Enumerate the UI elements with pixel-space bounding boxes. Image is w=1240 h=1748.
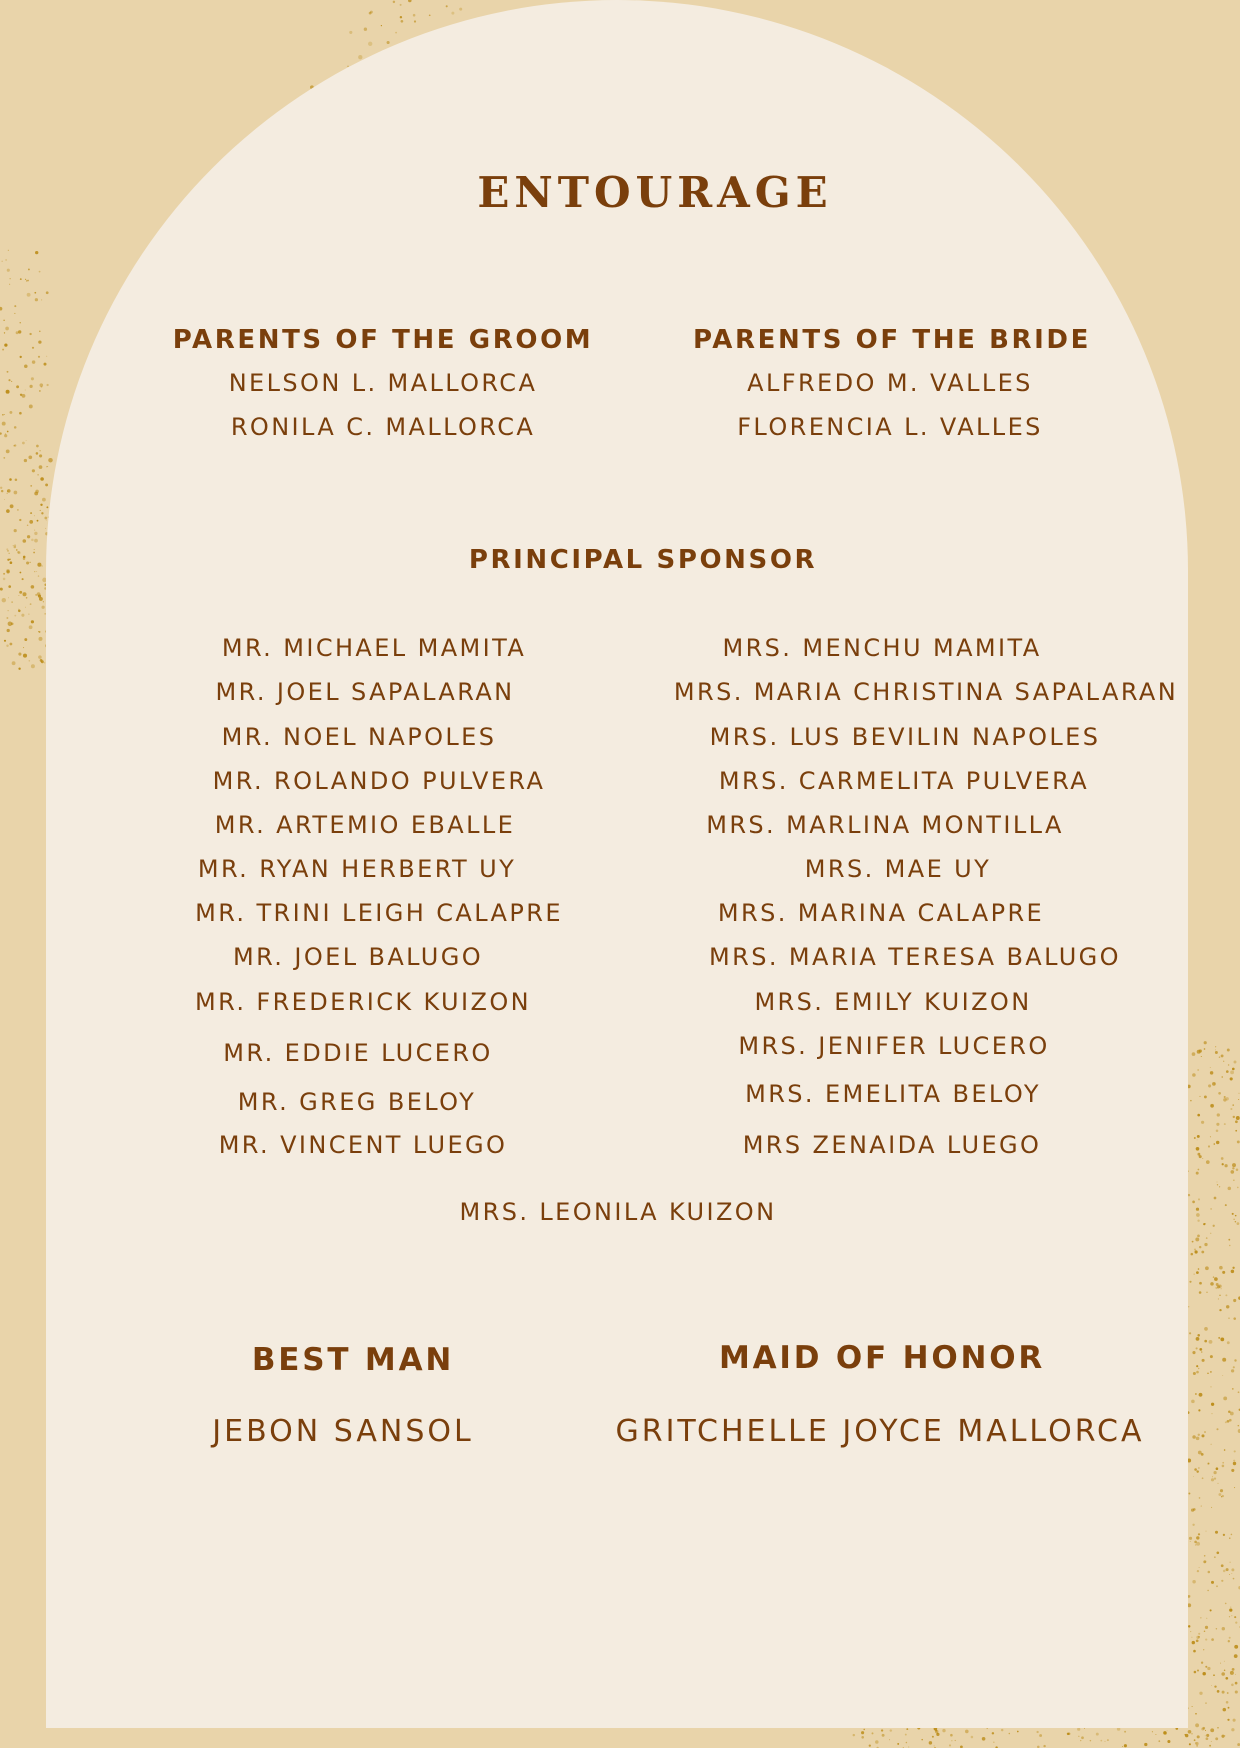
groom-parent-name: NELSON L. MALLORCA: [228, 369, 538, 397]
bride-parent-name: FLORENCIA L. VALLES: [737, 413, 1043, 441]
sponsor-male-name: MR. VINCENT LUEGO: [218, 1131, 508, 1159]
sponsor-female-name: MRS. MARIA CHRISTINA SAPALARAN: [673, 678, 1179, 706]
sponsor-female-name: MRS ZENAIDA LUEGO: [742, 1131, 1042, 1159]
sponsor-male-name: MR. MICHAEL MAMITA: [221, 634, 527, 662]
sponsor-male-name: MR. GREG BELOY: [237, 1088, 477, 1116]
sponsor-male-name: MR. RYAN HERBERT UY: [197, 855, 517, 883]
groom-parent-name: RONILA C. MALLORCA: [230, 413, 536, 441]
best-man-name: JEBON SANSOL: [212, 1414, 474, 1449]
principal-sponsor-heading: PRINCIPAL SPONSOR: [468, 545, 818, 575]
sponsor-female-name: MRS. EMILY KUIZON: [754, 988, 1032, 1016]
sponsor-male-name: MR. NOEL NAPOLES: [221, 723, 497, 751]
parents-of-groom-heading: PARENTS OF THE GROOM: [172, 325, 594, 355]
sponsor-female-name: MRS. MAE UY: [804, 855, 992, 883]
sponsor-female-name: MRS. EMELITA BELOY: [745, 1080, 1041, 1108]
sponsor-female-name: MRS. MARIA TERESA BALUGO: [709, 943, 1121, 971]
sponsor-male-name: MR. ROLANDO PULVERA: [212, 767, 546, 795]
maid-of-honor-heading: MAID OF HONOR: [718, 1340, 1046, 1376]
parents-of-bride-heading: PARENTS OF THE BRIDE: [693, 325, 1091, 355]
sponsor-extra-name: MRS. LEONILA KUIZON: [459, 1198, 777, 1226]
sponsor-female-name: MRS. LUS BEVILIN NAPOLES: [709, 723, 1101, 751]
bride-parent-name: ALFREDO M. VALLES: [747, 369, 1033, 397]
sponsor-female-name: MRS. MARINA CALAPRE: [717, 899, 1045, 927]
sponsor-male-name: MR. TRINI LEIGH CALAPRE: [195, 899, 563, 927]
sponsor-male-name: MR. EDDIE LUCERO: [223, 1039, 493, 1067]
page-title: ENTOURAGE: [477, 168, 833, 217]
sponsor-female-name: MRS. JENIFER LUCERO: [738, 1032, 1050, 1060]
best-man-heading: BEST MAN: [251, 1342, 455, 1378]
sponsor-male-name: MR. FREDERICK KUIZON: [195, 988, 531, 1016]
sponsor-female-name: MRS. CARMELITA PULVERA: [718, 767, 1090, 795]
maid-of-honor-name: GRITCHELLE JOYCE MALLORCA: [615, 1414, 1145, 1449]
sponsor-male-name: MR. JOEL SAPALARAN: [215, 678, 515, 706]
sponsor-male-name: MR. JOEL BALUGO: [232, 943, 484, 971]
sponsor-female-name: MRS. MARLINA MONTILLA: [706, 811, 1064, 839]
sponsor-male-name: MR. ARTEMIO EBALLE: [214, 811, 516, 839]
sponsor-female-name: MRS. MENCHU MAMITA: [722, 634, 1042, 662]
